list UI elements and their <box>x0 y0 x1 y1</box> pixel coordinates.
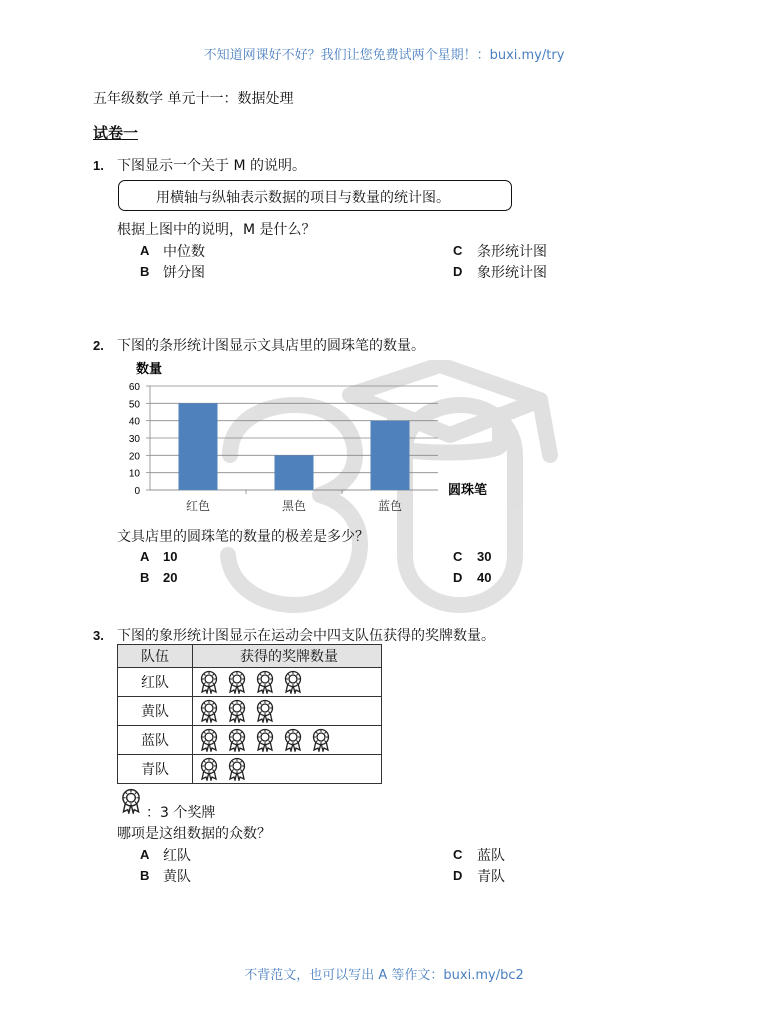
document-title: 五年级数学 单元十一：数据处理 <box>93 91 294 107</box>
q2-text: 下图的条形统计图显示文具店里的圆珠笔的数量。 <box>117 338 425 354</box>
q1-text: 下图显示一个关于 M 的说明。 <box>117 158 306 174</box>
medal-icon <box>253 728 277 752</box>
x-tick-label: 黑色 <box>281 499 307 513</box>
q3-option-d-letter: D <box>453 868 463 883</box>
q1-option-c[interactable]: 条形统计图 <box>477 244 547 260</box>
q3-number: 3. <box>93 628 104 643</box>
q3-option-a[interactable]: 红队 <box>163 848 191 864</box>
footer-link[interactable]: 不背范文，也可以写出 A 等作文：buxi.my/bc2 <box>244 968 524 983</box>
medal-cell <box>197 699 381 723</box>
medal-icon <box>225 757 249 781</box>
table-row <box>118 697 382 726</box>
q1-definition-text: 用横轴与纵轴表示数据的项目与数量的统计图。 <box>156 190 450 206</box>
q3-option-c-letter: C <box>453 847 463 862</box>
paper-title: 试卷一 <box>93 124 139 142</box>
q1-option-a-letter: A <box>140 243 150 258</box>
table-row <box>118 755 382 784</box>
pictograph-table <box>117 644 382 784</box>
y-tick-label: 20 <box>128 451 140 463</box>
team-name: 红队 <box>118 668 193 697</box>
table-row <box>118 668 382 697</box>
x-tick-label: 红色 <box>185 499 211 513</box>
y-tick-label: 60 <box>128 382 140 393</box>
medal-icon <box>197 670 221 694</box>
q2-option-a-letter: A <box>140 549 150 564</box>
y-tick-label: 30 <box>128 434 140 445</box>
bar <box>371 421 410 490</box>
q1-option-d[interactable]: 象形统计图 <box>477 265 547 281</box>
medal-icon <box>225 728 249 752</box>
q2-option-b[interactable]: 20 <box>163 570 178 585</box>
q2-option-a[interactable]: 10 <box>163 549 178 564</box>
y-tick-label: 40 <box>128 416 140 428</box>
y-tick-label: 0 <box>134 486 140 497</box>
medal-icon <box>118 788 144 814</box>
y-tick-label: 50 <box>128 399 140 411</box>
table-row <box>118 726 382 755</box>
q1-number: 1. <box>93 158 104 173</box>
q2-number: 2. <box>93 338 104 353</box>
team-name: 青队 <box>118 755 193 784</box>
key-text: ：3 个奖牌 <box>146 805 216 821</box>
medal-cell <box>197 757 381 781</box>
y-axis-label: 数量 <box>136 362 163 377</box>
q2-option-c-letter: C <box>453 549 463 564</box>
medal-icon <box>281 670 305 694</box>
q2-option-d-letter: D <box>453 570 463 585</box>
q1-option-a[interactable]: 中位数 <box>163 244 205 260</box>
q2-option-b-letter: B <box>140 570 150 585</box>
q3-option-b-letter: B <box>140 868 150 883</box>
team-name: 黄队 <box>118 697 193 726</box>
bar-chart <box>110 356 510 516</box>
x-axis-label: 圆珠笔 <box>448 483 488 498</box>
q2-option-d[interactable]: 40 <box>477 570 492 585</box>
q1-definition-box <box>118 180 512 211</box>
medal-icon <box>225 670 249 694</box>
q3-option-b[interactable]: 黄队 <box>163 869 191 885</box>
q1-option-b[interactable]: 饼分图 <box>163 265 205 281</box>
header-link[interactable]: 不知道网课好不好？我们让您免费试两个星期！：buxi.my/try <box>203 48 565 63</box>
medal-cell <box>197 670 381 694</box>
medal-icon <box>197 699 221 723</box>
key-medal <box>118 788 144 818</box>
team-name: 蓝队 <box>118 726 193 755</box>
q3-text: 下图的象形统计图显示在运动会中四支队伍获得的奖牌数量。 <box>117 628 495 644</box>
medal-icon <box>197 728 221 752</box>
q1-option-b-letter: B <box>140 264 150 279</box>
medal-icon <box>309 728 333 752</box>
q1-question: 根据上图中的说明，M 是什么？ <box>117 222 316 238</box>
medal-icon <box>281 728 305 752</box>
medal-icon <box>197 757 221 781</box>
q1-option-c-letter: C <box>453 243 463 258</box>
medal-icon <box>253 670 277 694</box>
q2-option-c[interactable]: 30 <box>477 549 492 564</box>
header-medals: 获得的奖牌数量 <box>193 645 382 668</box>
medal-icon <box>253 699 277 723</box>
header-team: 队伍 <box>118 645 193 668</box>
y-tick-label: 10 <box>128 468 140 480</box>
q3-question: 哪项是这组数据的众数？ <box>117 826 271 842</box>
q3-option-c[interactable]: 蓝队 <box>477 848 505 864</box>
bar <box>275 455 314 490</box>
x-tick-label: 蓝色 <box>377 499 403 513</box>
medal-cell <box>197 728 381 752</box>
q1-option-d-letter: D <box>453 264 463 279</box>
q3-option-d[interactable]: 青队 <box>477 869 505 885</box>
q3-option-a-letter: A <box>140 847 150 862</box>
bar <box>179 403 218 490</box>
medal-icon <box>225 699 249 723</box>
q2-question: 文具店里的圆珠笔的数量的极差是多少？ <box>117 529 369 545</box>
